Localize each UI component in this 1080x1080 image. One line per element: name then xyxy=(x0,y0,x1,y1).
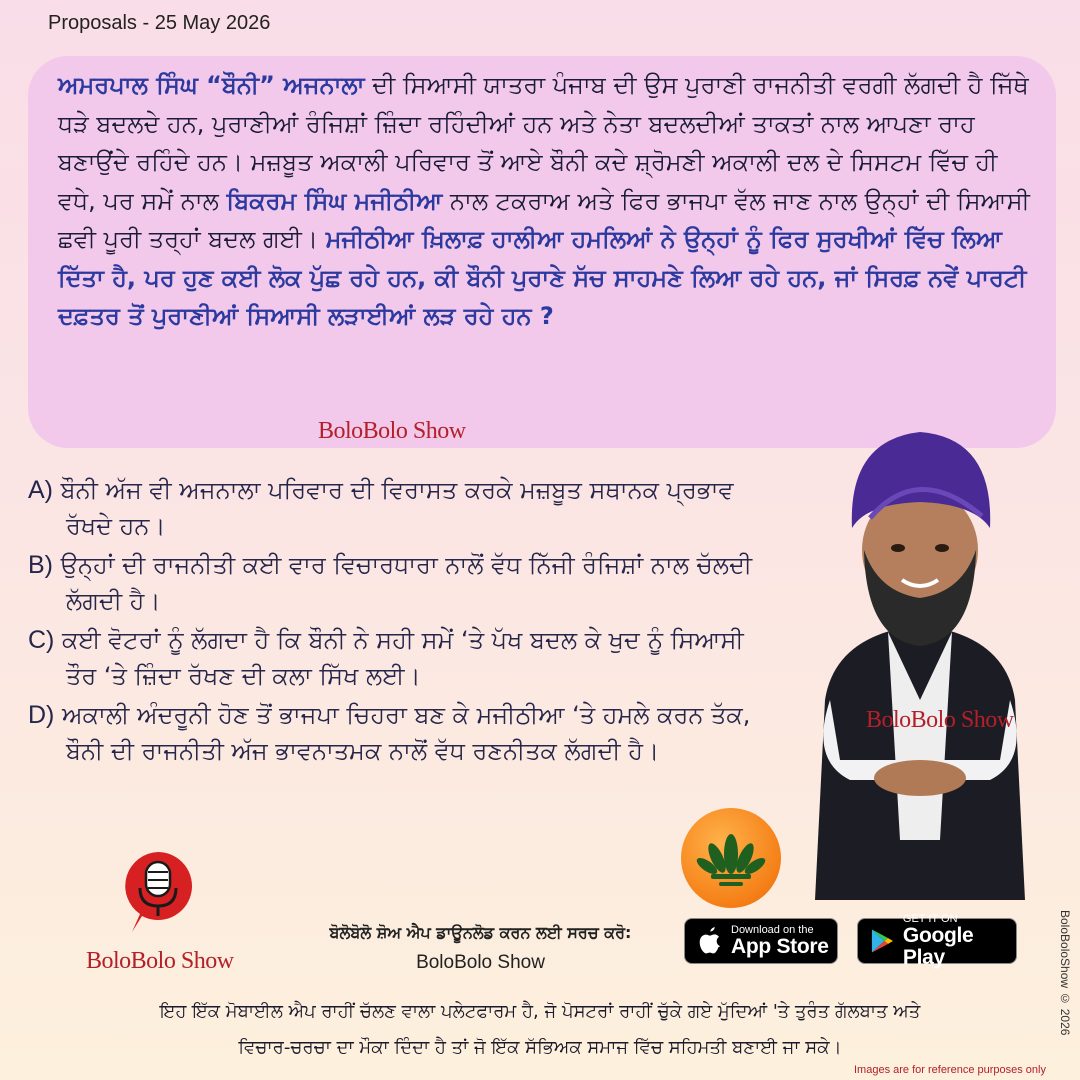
option-text: ਕਈ ਵੋਟਰਾਂ ਨੂੰ ਲੱਗਦਾ ਹੈ ਕਿ ਬੌਨੀ ਨੇ ਸਹੀ ਸਮੇਂ ‘ਤੇ ਪੱਖ ਬਦਲ ਕੇ ਖੁਦ ਨੂੰ ਸਿਆਸੀ ਤੌਰ ‘ਤੇ ਜ਼ਿੰਦਾ ਰੱਖਣ ਦੀ ਕਲਾ ਸਿੱਖ ਲਈ। xyxy=(54,626,744,690)
mic-brand-label: BoloBolo Show xyxy=(86,948,234,974)
app-search-prompt xyxy=(288,918,673,978)
option-letter: D) xyxy=(28,701,55,729)
google-play-big-text: Google Play xyxy=(902,924,974,969)
card-brand-watermark: BoloBolo Show xyxy=(318,418,466,444)
app-search-name: BoloBolo Show xyxy=(416,952,545,973)
option-letter: A) xyxy=(28,476,53,504)
option-text: ਅਕਾਲੀ ਅੰਦਰੂਨੀ ਹੋਣ ਤੋਂ ਭਾਜਪਾ ਚਿਹਰਾ ਬਣ ਕੇ ਮਜੀਠੀਆ ‘ਤੇ ਹਮਲੇ ਕਰਨ ਤੱਕ, ਬੌਨੀ ਦੀ ਰਾਜਨੀਤੀ ਅੱਜ ਭਾਵਨਾਤਮਕ ਨਾਲੋਂ ਵੱਧ ਰਣਨੀਤਕ ਲੱਗਦੀ ਹੈ। xyxy=(54,701,751,765)
app-search-text: ਬੋਲੋਬੋਲੋ ਸ਼ੋਅ ਐਪ ਡਾਊਨਲੋਡ ਕਰਨ ਲਈ ਸਰਚ ਕਰੋ: xyxy=(329,923,632,942)
option-d[interactable] xyxy=(28,697,778,769)
option-a[interactable] xyxy=(28,472,778,544)
option-b[interactable] xyxy=(28,547,778,619)
card-text-2: ਨਾਲ ਟਕਰਾਅ ਅਤੇ ਫਿਰ ਭਾਜਪਾ ਵੱਲ ਜਾਣ ਨਾਲ ਉਨ੍ਹਾਂ ਦੀ ਸਿਆਸੀ ਛਵੀ ਪੂਰੀ ਤਰ੍ਹਾਂ ਬਦਲ ਗਈ। xyxy=(58,186,1030,253)
option-text: ਉਨ੍ਹਾਂ ਦੀ ਰਾਜਨੀਤੀ ਕਈ ਵਾਰ ਵਿਚਾਰਧਾਰਾ ਨਾਲੋਂ ਵੱਧ ਨਿੱਜੀ ਰੰਜਿਸ਼ਾਂ ਨਾਲ ਚੱਲਦੀ ਲੱਗਦੀ ਹੈ। xyxy=(53,551,753,615)
google-play-button[interactable] xyxy=(857,913,1017,969)
card-text-1: ਦੀ ਸਿਆਸੀ ਯਾਤਰਾ ਪੰਜਾਬ ਦੀ ਉਸ ਪੁਰਾਣੀ ਰਾਜਨੀਤੀ ਵਰਗੀ ਲੱਗਦੀ ਹੈ ਜਿੱਥੇ ਧੜੇ ਬਦਲਦੇ ਹਨ, ਪੁਰਾਣੀਆਂ ਰੰਜਿਸ਼ਾਂ ਜ਼ਿੰਦਾ ਰਹਿੰਦੀਆਂ ਹਨ ਅਤੇ ਨੇਤਾ ਬਦਲਦੀਆਂ ਤਾਕਤਾਂ ਨਾਲ ਆਪਣਾ ਰਾਹ ਬਣਾਉਂਦੇ ਰਹਿੰਦੇ ਹਨ। ਮਜ਼ਬੂਤ ਅਕਾਲੀ ਪਰਿਵਾਰ ਤੋਂ ਆਏ ਬੌਨੀ ਕਦੇ ਸ਼੍ਰੋਮਣੀ ਅਕਾਲੀ ਦਲ ਦੇ ਸਿਸਟਮ ਵਿੱਚ ਹੀ ਵਧੇ, ਪਰ ਸਮੇਂ ਨਾਲ xyxy=(58,71,1029,215)
option-text: ਬੌਨੀ ਅੱਜ ਵੀ ਅਜਨਾਲਾ ਪਰਿਵਾਰ ਦੀ ਵਿਰਾਸਤ ਕਰਕੇ ਮਜ਼ਬੂਤ ਸਥਾਨਕ ਪ੍ਰਭਾਵ ਰੱਖਦੇ ਹਨ। xyxy=(53,476,734,540)
subject-name: ਅਮਰਪਾਲ ਸਿੰਘ “ਬੌਨੀ” ਅਜਨਾਲਾ xyxy=(58,71,365,99)
platform-description-line1: ਇਹ ਇੱਕ ਮੋਬਾਈਲ ਐਪ ਰਾਹੀਂ ਚੱਲਣ ਵਾਲਾ ਪਲੇਟਫਾਰਮ ਹੈ, ਜੋ ਪੋਸਟਰਾਂ ਰਾਹੀਂ ਚੁੱਕੇ ਗਏ ਮੁੱਦਿਆਂ 'ਤੇ ਤੁਰੰਤ ਗੱਲਬਾਤ ਅਤੇ xyxy=(159,1001,921,1022)
apple-icon xyxy=(697,926,723,956)
portrait-hands xyxy=(874,760,966,796)
option-letter: C) xyxy=(28,626,55,654)
header-date: Proposals - 25 May 2026 xyxy=(48,12,271,34)
rival-name: ਬਿਕਰਮ ਸਿੰਘ ਮਜੀਠੀਆ xyxy=(226,186,443,215)
politician-portrait xyxy=(790,400,1050,900)
card-paragraph xyxy=(58,66,1038,336)
mic-icon xyxy=(118,848,198,938)
app-store-big-text: App Store xyxy=(731,935,829,958)
app-store-button[interactable] xyxy=(684,918,838,964)
question-text: ਮਜੀਠੀਆ ਖ਼ਿਲਾਫ਼ ਹਾਲੀਆ ਹਮਲਿਆਂ ਨੇ ਉਨ੍ਹਾਂ ਨੂੰ ਫਿਰ ਸੁਰਖੀਆਂ ਵਿੱਚ ਲਿਆ ਦਿੱਤਾ ਹੈ, ਪਰ ਹੁਣ ਕਈ ਲੋਕ ਪੁੱਛ ਰਹੇ ਹਨ, ਕੀ ਬੌਨੀ ਪੁਰਾਣੇ ਸੱਚ ਸਾਹਮਣੇ ਲਿਆ ਰਹੇ ਹਨ, ਜਾਂ ਸਿਰਫ਼ ਨਵੇਂ ਪਾਰਟੀ ਦਫ਼ਤਰ ਤੋਂ ਪੁਰਾਣੀਆਂ ਸਿਆਸੀ ਲੜਾਈਆਂ ਲੜ ਰਹੇ ਹਨ ? xyxy=(58,225,1027,330)
reference-disclaimer: Images are for reference purposes only xyxy=(854,1064,1046,1076)
option-c[interactable] xyxy=(28,622,778,694)
options-list xyxy=(28,472,778,772)
lotus-icon xyxy=(681,808,781,908)
platform-description-line2: ਵਿਚਾਰ-ਚਰਚਾ ਦਾ ਮੌਕਾ ਦਿੰਦਾ ਹੈ ਤਾਂ ਜੋ ਇੱਕ ਸੱਭਿਅਕ ਸਮਾਜ ਵਿੱਚ ਸਹਿਮਤੀ ਬਣਾਈ ਜਾ ਸਕੇ। xyxy=(238,1037,842,1058)
party-logo xyxy=(681,808,781,908)
option-letter: B) xyxy=(28,551,53,579)
photo-brand-watermark: BoloBolo Show xyxy=(866,707,1014,733)
google-play-small-text: GET IT ON xyxy=(902,913,958,925)
google-play-icon xyxy=(870,927,895,955)
copyright-label: BoloBoloShow © 2026 xyxy=(1058,910,1072,1036)
app-store-small-text: Download on the xyxy=(731,924,814,936)
platform-description xyxy=(40,994,1040,1066)
